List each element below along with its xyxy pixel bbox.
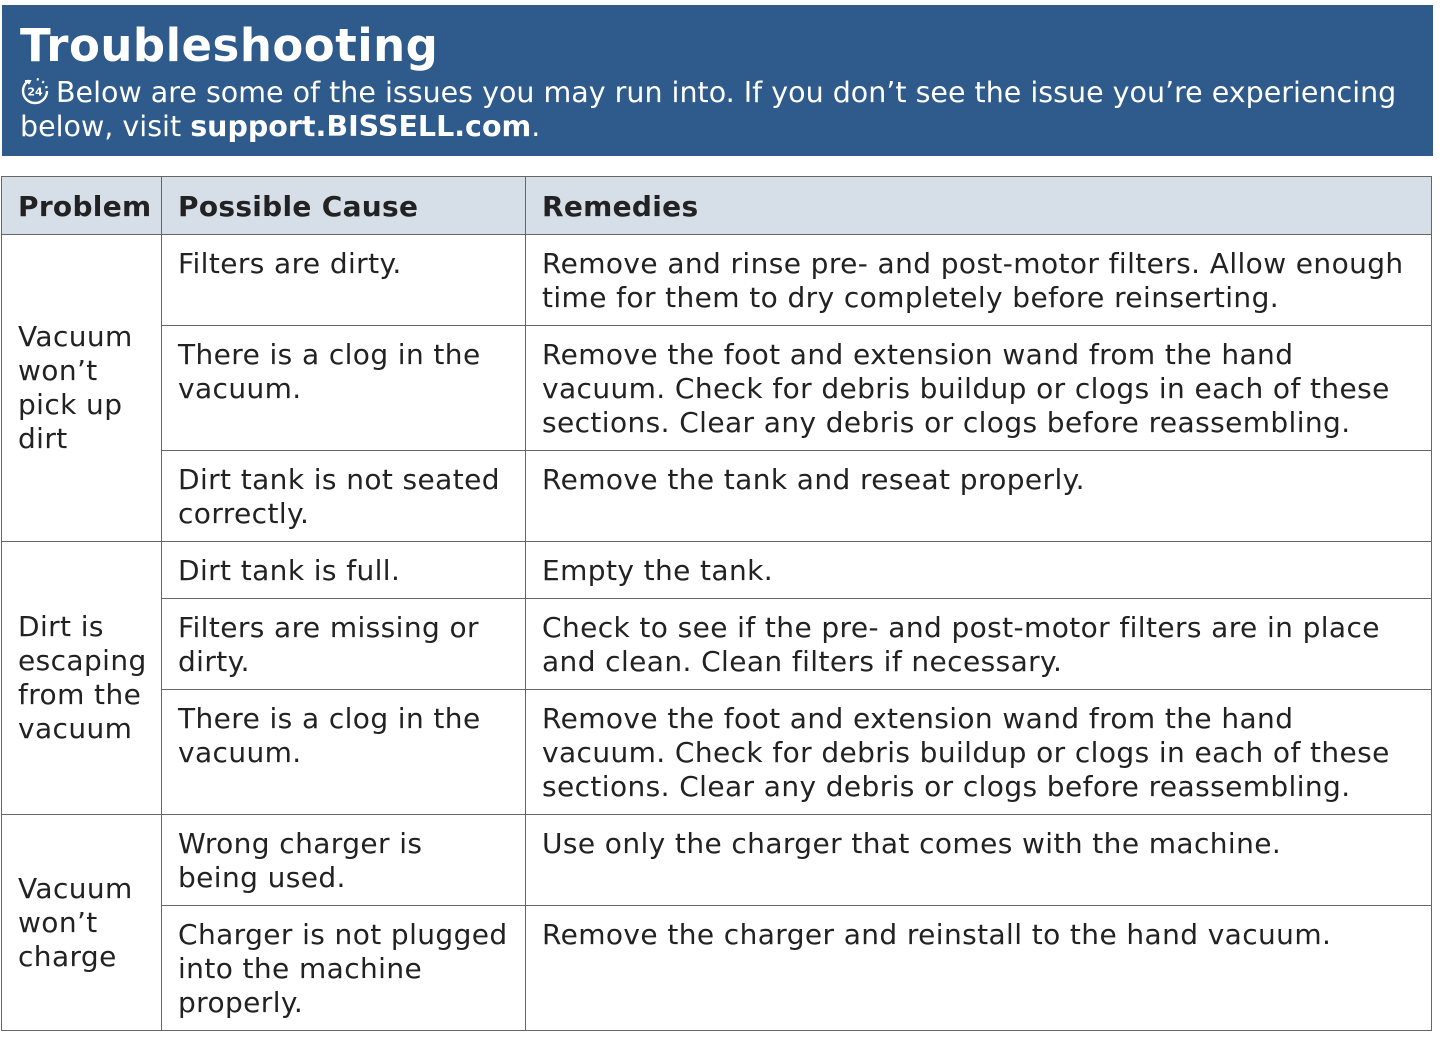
table-header-row xyxy=(2,177,1432,235)
cause-cell: Filters are dirty. xyxy=(162,235,526,326)
table-row xyxy=(2,451,1432,542)
table-row xyxy=(2,815,1432,906)
remedy-cell: Remove the foot and extension wand from the hand vacuum. Check for debris buildup or clogs in each of these sections. Clear any debris or clogs before reassembling. xyxy=(526,326,1432,451)
intro-sentence: Below are some of the issues you may run into. If you don’t see the issue you’re experiencing below, visit xyxy=(20,76,1397,143)
table-row xyxy=(2,326,1432,451)
troubleshooting-table xyxy=(1,176,1432,1031)
remedy-cell: Check to see if the pre- and post-motor filters are in place and clean. Clean filters if necessary. xyxy=(526,599,1432,690)
column-header-cause: Possible Cause xyxy=(162,177,526,235)
cause-cell: Dirt tank is full. xyxy=(162,542,526,599)
column-header-remedies: Remedies xyxy=(526,177,1432,235)
table-row xyxy=(2,599,1432,690)
remedy-cell: Empty the tank. xyxy=(526,542,1432,599)
intro-text xyxy=(20,76,1415,144)
problem-cell: Dirt is escaping from the vacuum xyxy=(2,542,162,815)
table-row xyxy=(2,906,1432,1031)
page-title: Troubleshooting xyxy=(20,19,439,72)
remedy-cell: Remove the foot and extension wand from the hand vacuum. Check for debris buildup or clogs in each of these sections. Clear any debris or clogs before reassembling. xyxy=(526,690,1432,815)
remedy-cell: Remove the tank and reseat properly. xyxy=(526,451,1432,542)
icon-label: 24 xyxy=(27,85,43,99)
remedy-cell: Remove and rinse pre- and post-motor filters. Allow enough time for them to dry completely before reinserting. xyxy=(526,235,1432,326)
cause-cell: There is a clog in the vacuum. xyxy=(162,690,526,815)
troubleshooting-banner xyxy=(2,5,1433,156)
cause-cell: There is a clog in the vacuum. xyxy=(162,326,526,451)
table-row xyxy=(2,542,1432,599)
table-row xyxy=(2,690,1432,815)
cause-cell: Dirt tank is not seated correctly. xyxy=(162,451,526,542)
remedy-cell: Use only the charger that comes with the machine. xyxy=(526,815,1432,906)
column-header-problem: Problem xyxy=(2,177,162,235)
intro-end: . xyxy=(531,110,541,143)
cause-cell: Wrong charger is being used. xyxy=(162,815,526,906)
remedy-cell: Remove the charger and reinstall to the hand vacuum. xyxy=(526,906,1432,1031)
24-hour-support-icon xyxy=(20,76,50,106)
table-row xyxy=(2,235,1432,326)
problem-cell: Vacuum won’t pick up dirt xyxy=(2,235,162,542)
support-link[interactable]: support.BISSELL.com xyxy=(190,110,532,143)
cause-cell: Charger is not plugged into the machine properly. xyxy=(162,906,526,1031)
cause-cell: Filters are missing or dirty. xyxy=(162,599,526,690)
problem-cell: Vacuum won’t charge xyxy=(2,815,162,1031)
